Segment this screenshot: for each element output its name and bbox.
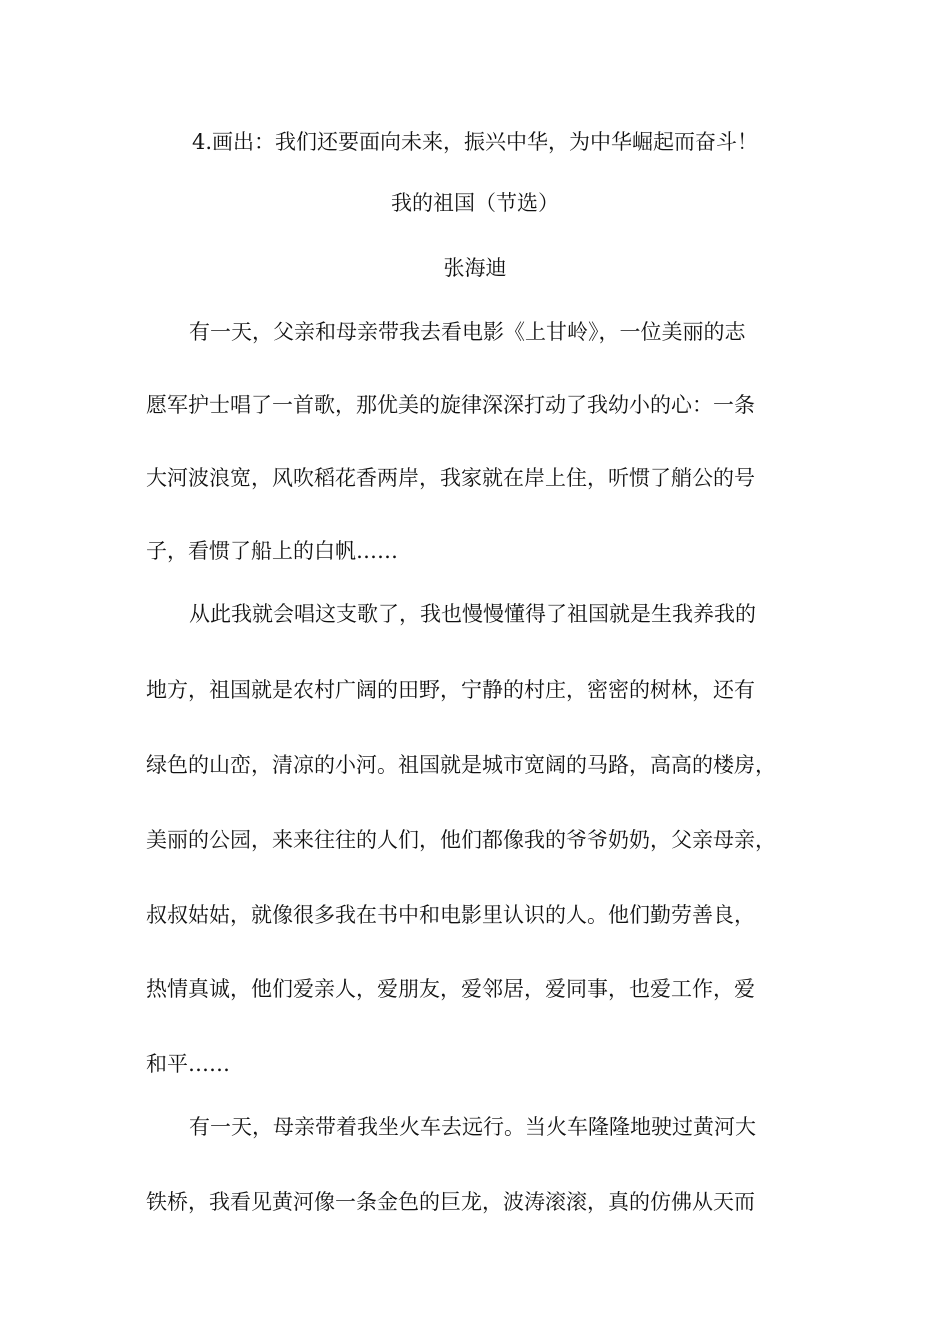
text-line: 有一天，母亲带着我坐火车去远行。当火车隆隆地驶过黄河大 bbox=[189, 1115, 756, 1139]
essay-title: 我的祖国（节选） bbox=[391, 191, 559, 215]
text-line: 绿色的山峦，清凉的小河。祖国就是城市宽阔的马路，高高的楼房， bbox=[146, 753, 776, 777]
text-line: 热情真诚，他们爱亲人，爱朋友，爱邻居，爱同事，也爱工作，爱 bbox=[146, 977, 755, 1001]
text-line: 叔叔姑姑，就像很多我在书中和电影里认识的人。他们勤劳善良， bbox=[146, 903, 755, 927]
text-line: 和平…… bbox=[146, 1052, 230, 1076]
text-line: 有一天，父亲和母亲带我去看电影《上甘岭》，一位美丽的志 bbox=[189, 320, 746, 344]
heading-item: 4.画出：我们还要面向未来，振兴中华，为中华崛起而奋斗！ bbox=[191, 130, 759, 154]
text-line: 地方，祖国就是农村广阔的田野，宁静的村庄，密密的树林，还有 bbox=[146, 678, 755, 702]
text-line: 愿军护士唱了一首歌，那优美的旋律深深打动了我幼小的心：一条 bbox=[146, 393, 755, 417]
text-line: 大河波浪宽，风吹稻花香两岸，我家就在岸上住，听惯了艄公的号 bbox=[146, 466, 755, 490]
text-line: 铁桥，我看见黄河像一条金色的巨龙，波涛滚滚，真的仿佛从天而 bbox=[146, 1190, 755, 1214]
essay-author: 张海迪 bbox=[443, 256, 507, 280]
text-line: 从此我就会唱这支歌了，我也慢慢懂得了祖国就是生我养我的 bbox=[189, 602, 756, 626]
text-line: 美丽的公园，来来往往的人们，他们都像我的爷爷奶奶，父亲母亲， bbox=[146, 828, 776, 852]
text-line: 子，看惯了船上的白帆…… bbox=[146, 539, 398, 563]
